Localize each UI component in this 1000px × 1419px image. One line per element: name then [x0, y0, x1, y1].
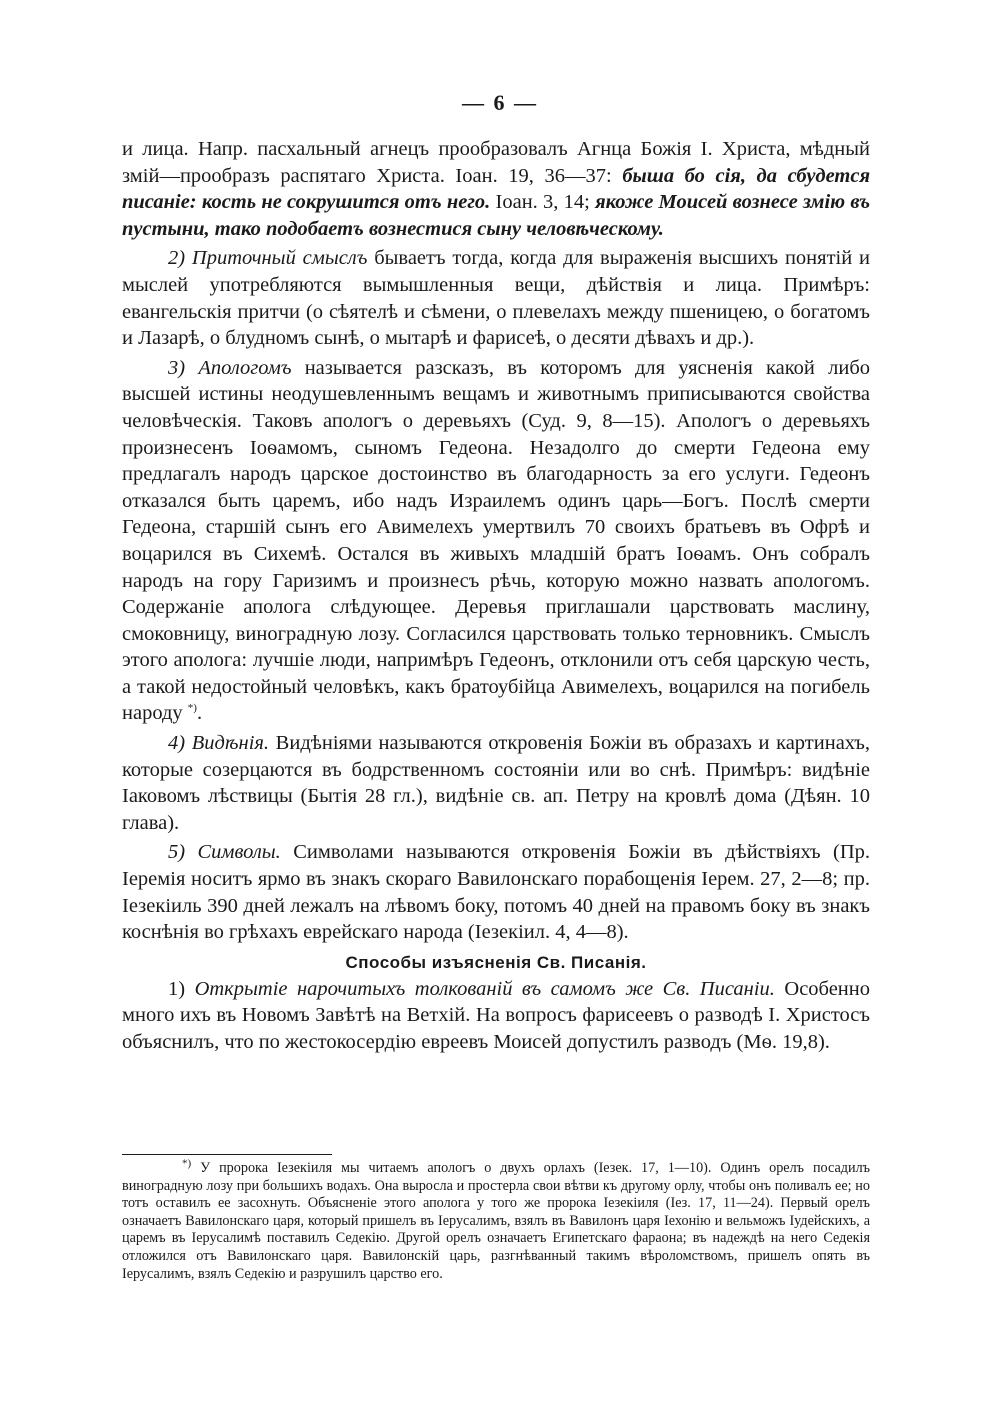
paragraph-text: Символами называются откровенія Божіи въ дѣйствіяхъ (Пр. Іеремія носитъ ярмо въ знакъ скораго Вавилонскаго порабощенія Іерем. 27, 2—8; пр. Іезекіиль 390 дней лежалъ на лѣвомъ боку, потомъ 40 дней на правомъ боку въ знакъ коснѣнія во грѣхахъ еврейскаго народа (Іезекіил. 4, 4—8). — [122, 841, 870, 944]
scripture-quote: якоже Моисей вознесе змію въ пустыни, тако подобаетъ вознестися сыну человѣческому. — [122, 191, 871, 240]
page-body — [122, 136, 870, 1056]
paragraph-visions — [122, 730, 870, 836]
page-number: — 6 — — [462, 90, 538, 115]
paragraph-heading: 3) Апологомъ — [168, 356, 292, 379]
paragraph-text: Особенно много ихъ въ Новомъ Завѣтѣ на Ветхій. На вопросъ фарисеевъ о разводѣ І. Христосъ объяснилъ, что по жестокосердію евреевъ Моисей допустилъ разводъ (Мѳ. 19,8). — [122, 977, 870, 1053]
footnote-text: У пророка Іезекіиля мы читаемъ апологъ о двухъ орлахъ (Іезек. 17, 1—10). Одинъ орелъ посадилъ виноградную лозу при большихъ водахъ. Она выросла и простерла свои вѣтви къ другому орлу, чтобы онъ поливалъ ее; но тотъ оставилъ ее засохнуть. Объясненіе этого аполога у того же пророка Іезекіиля (Іез. 17, 11—24). Первый орелъ означаетъ Вавилонскаго царя, который пришелъ въ Іерусалимъ, взялъ въ Вавилонъ царя Іехонію и вельможъ Іудейскихъ, а царемъ въ Іерусалимѣ поставилъ Седекію. Другой орелъ означаетъ Египетскаго фараона; въ надеждѣ на него Седекія отложился отъ Вавилонскаго царя. Вавилонскій царь, разгнѣванный такимъ вѣроломствомъ, пришелъ опять въ Іерусалимъ, взялъ Седекію и разрушилъ царство его. — [122, 1160, 870, 1282]
footnote — [122, 1157, 870, 1283]
paragraph-methods-1 — [122, 976, 870, 1056]
paragraph-text: Іоан. 3, 14; — [490, 191, 596, 214]
paragraph-heading: 4) Видѣнія. — [168, 732, 270, 755]
paragraph-text: называется разсказъ, въ которомъ для уясненія какой либо высшей истины неодушевленнымъ вещамъ и животнымъ приписываются свойства человѣческія. Таковъ апологъ о деревьяхъ (Суд. 9, 8—15). Апологъ о деревьяхъ произнесенъ Іоѳамомъ, сыномъ Гедеона. Незадолго до смерти Гедеона ему предлагалъ народъ царское достоинство въ благодарность за его услуги. Гедеонъ отказался быть царемъ, ибо надъ Израилемъ одинъ царь—Богъ. Послѣ смерти Гедеона, старшій сынъ его Авимелехъ умертвилъ 70 своихъ братьевъ въ Офрѣ и воцарился въ Сихемѣ. Остался въ живыхъ младшій братъ Іоѳамъ. Онъ собралъ народъ на гору Гаризимъ и произнесъ рѣчь, которую можно назвать апологомъ. Содержаніе аполога слѣдующее. Деревья приглашали царствовать маслину, смоковницу, виноградную лозу. Согласился царствовать только терновникъ. Смыслъ этого аполога: лучшіе люди, напримѣръ Гедеонъ, отклонили отъ себя царскую честь, а такой недостойный человѣкъ, какъ братоубійца Авимелехъ, воцарился на погибель народу — [122, 356, 871, 725]
list-number: 1) — [168, 977, 195, 1000]
paragraph-parable-sense — [122, 245, 870, 351]
paragraph-text: бываетъ тогда, когда для выраженія высшихъ понятій и мыслей употребляются вымышленныя вещи, дѣйствія и лица. Примѣръ: евангельскія притчи (о сѣятелѣ и сѣмени, о плевелахъ между пшеницею, о богатомъ и Лазарѣ, о блудномъ сынѣ, о мытарѣ и фарисеѣ, о десяти дѣвахъ и др.). — [122, 247, 870, 350]
paragraph-symbols — [122, 839, 870, 945]
section-title: Способы изъясненія Св. Писанія. — [345, 952, 647, 972]
paragraph-text: . — [196, 702, 203, 725]
paragraph-heading: 5) Символы. — [168, 841, 281, 864]
scripture-quote: быша бо сія, да сбудется писаніе: кость не сокрушится отъ него. — [122, 164, 871, 214]
paragraph-heading: Открытіе нарочитыхъ толкованій въ самомъ же Св. Писаніи. — [194, 977, 775, 1000]
paragraph-apologue — [122, 355, 870, 727]
paragraph-text: и лица. Напр. пасхальный агнецъ прообразовалъ Агнца Божія І. Христа, мѣдный змій—прообразъ распятаго Христа. Іоан. 19, 36—37: — [122, 138, 870, 187]
footnote-reference: *) — [187, 702, 197, 715]
footnote-divider — [122, 1154, 332, 1155]
paragraph-text: Видѣніями называются откровенія Божіи въ образахъ и картинахъ, которые созерцаются въ бодрственномъ состояніи или во снѣ. Примѣръ: видѣніе Іаковомъ лѣствицы (Бытія 28 гл.), видѣніе св. ап. Петру на кровлѣ дома (Дѣян. 10 глава). — [122, 732, 870, 834]
footnote-mark: *) — [182, 1157, 192, 1170]
paragraph-heading: 2) Приточный смыслъ — [168, 247, 368, 270]
paragraph-types-intro — [122, 136, 870, 242]
